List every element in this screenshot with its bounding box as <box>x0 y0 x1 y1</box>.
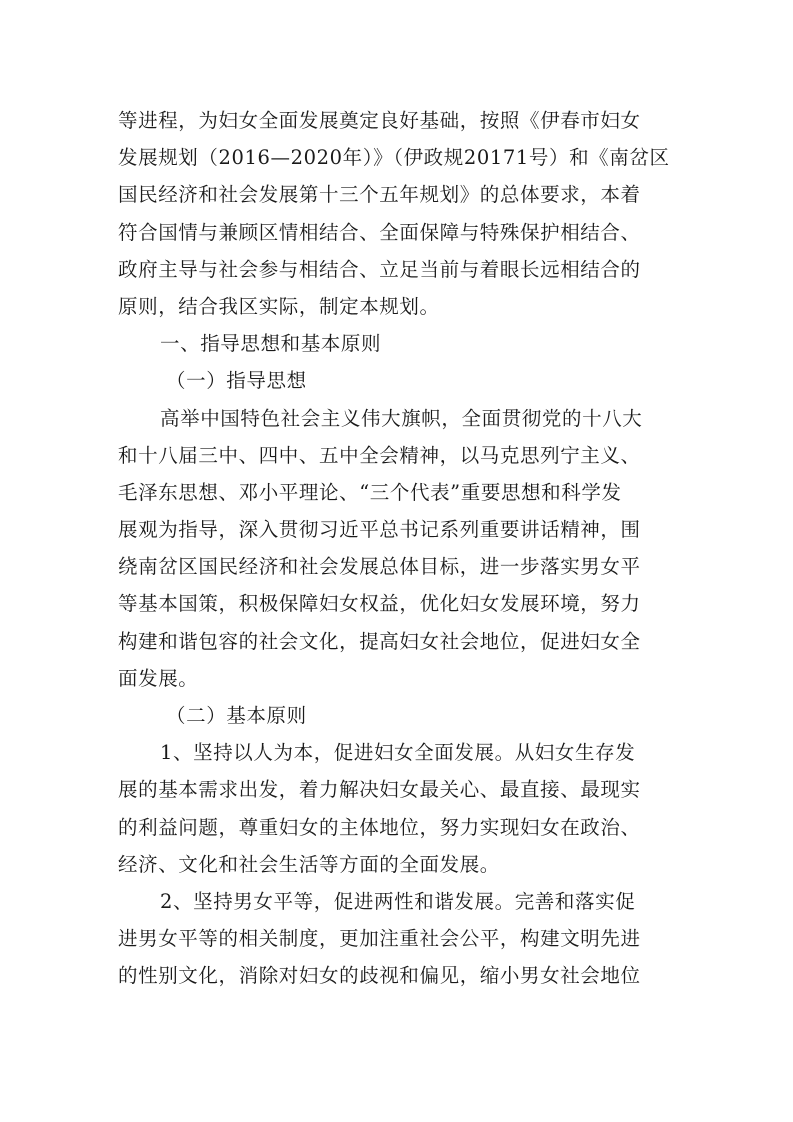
body-line: 等进程，为妇女全面发展奠定良好基础，按照《伊春市妇女 <box>118 109 641 132</box>
body-line: 经济、文化和社会生活等方面的全面发展。 <box>118 852 500 876</box>
body-line: 政府主导与社会参与相结合、立足当前与着眼长远相结合的 <box>118 257 641 281</box>
subsection-heading: （二）基本原则 <box>166 704 307 727</box>
subsection-heading: （一）指导思想 <box>166 369 307 393</box>
body-line: 构建和谐包容的社会文化，提高妇女社会地位，促进妇女全 <box>118 629 641 653</box>
body-line: 发展规划（2016—2020年）》（伊政规20171号）和《南岔区 <box>118 146 670 170</box>
body-line: 的利益问题，尊重妇女的主体地位，努力实现妇女在政治、 <box>118 815 641 839</box>
body-line: 绕南岔区国民经济和社会发展总体目标，进一步落实男女平 <box>118 555 641 579</box>
body-line: 展观为指导，深入贯彻习近平总书记系列重要讲话精神，围 <box>118 518 641 542</box>
section-heading: 一、指导思想和基本原则 <box>160 332 382 356</box>
paragraph-first-line: 高举中国特色社会主义伟大旗帜，全面贯彻党的十八大 <box>160 406 643 430</box>
body-line: 的性别文化，消除对妇女的歧视和偏见，缩小男女社会地位 <box>118 964 641 988</box>
body-line: 等基本国策，积极保障妇女权益，优化妇女发展环境，努力 <box>118 592 641 616</box>
body-line: 面发展。 <box>118 666 199 690</box>
body-line: 国民经济和社会发展第十三个五年规划》的总体要求，本着 <box>118 183 641 207</box>
paragraph-first-line: 2、坚持男女平等，促进两性和谐发展。完善和落实促 <box>160 889 636 913</box>
body-line: 进男女平等的相关制度，更加注重社会公平，构建文明先进 <box>118 927 641 951</box>
paragraph-first-line: 1、坚持以人为本，促进妇女全面发展。从妇女生存发 <box>160 741 636 765</box>
body-line: 原则，结合我区实际，制定本规划。 <box>118 294 440 318</box>
body-line: 展的基本需求出发，着力解决妇女最关心、最直接、最现实 <box>118 778 641 802</box>
body-line: 和十八届三中、四中、五中全会精神，以马克思列宁主义、 <box>118 443 641 467</box>
document-body <box>118 102 678 995</box>
body-line: 毛泽东思想、邓小平理论、“三个代表”重要思想和科学发 <box>118 480 622 504</box>
body-line: 符合国情与兼顾区情相结合、全面保障与特殊保护相结合、 <box>118 220 641 244</box>
